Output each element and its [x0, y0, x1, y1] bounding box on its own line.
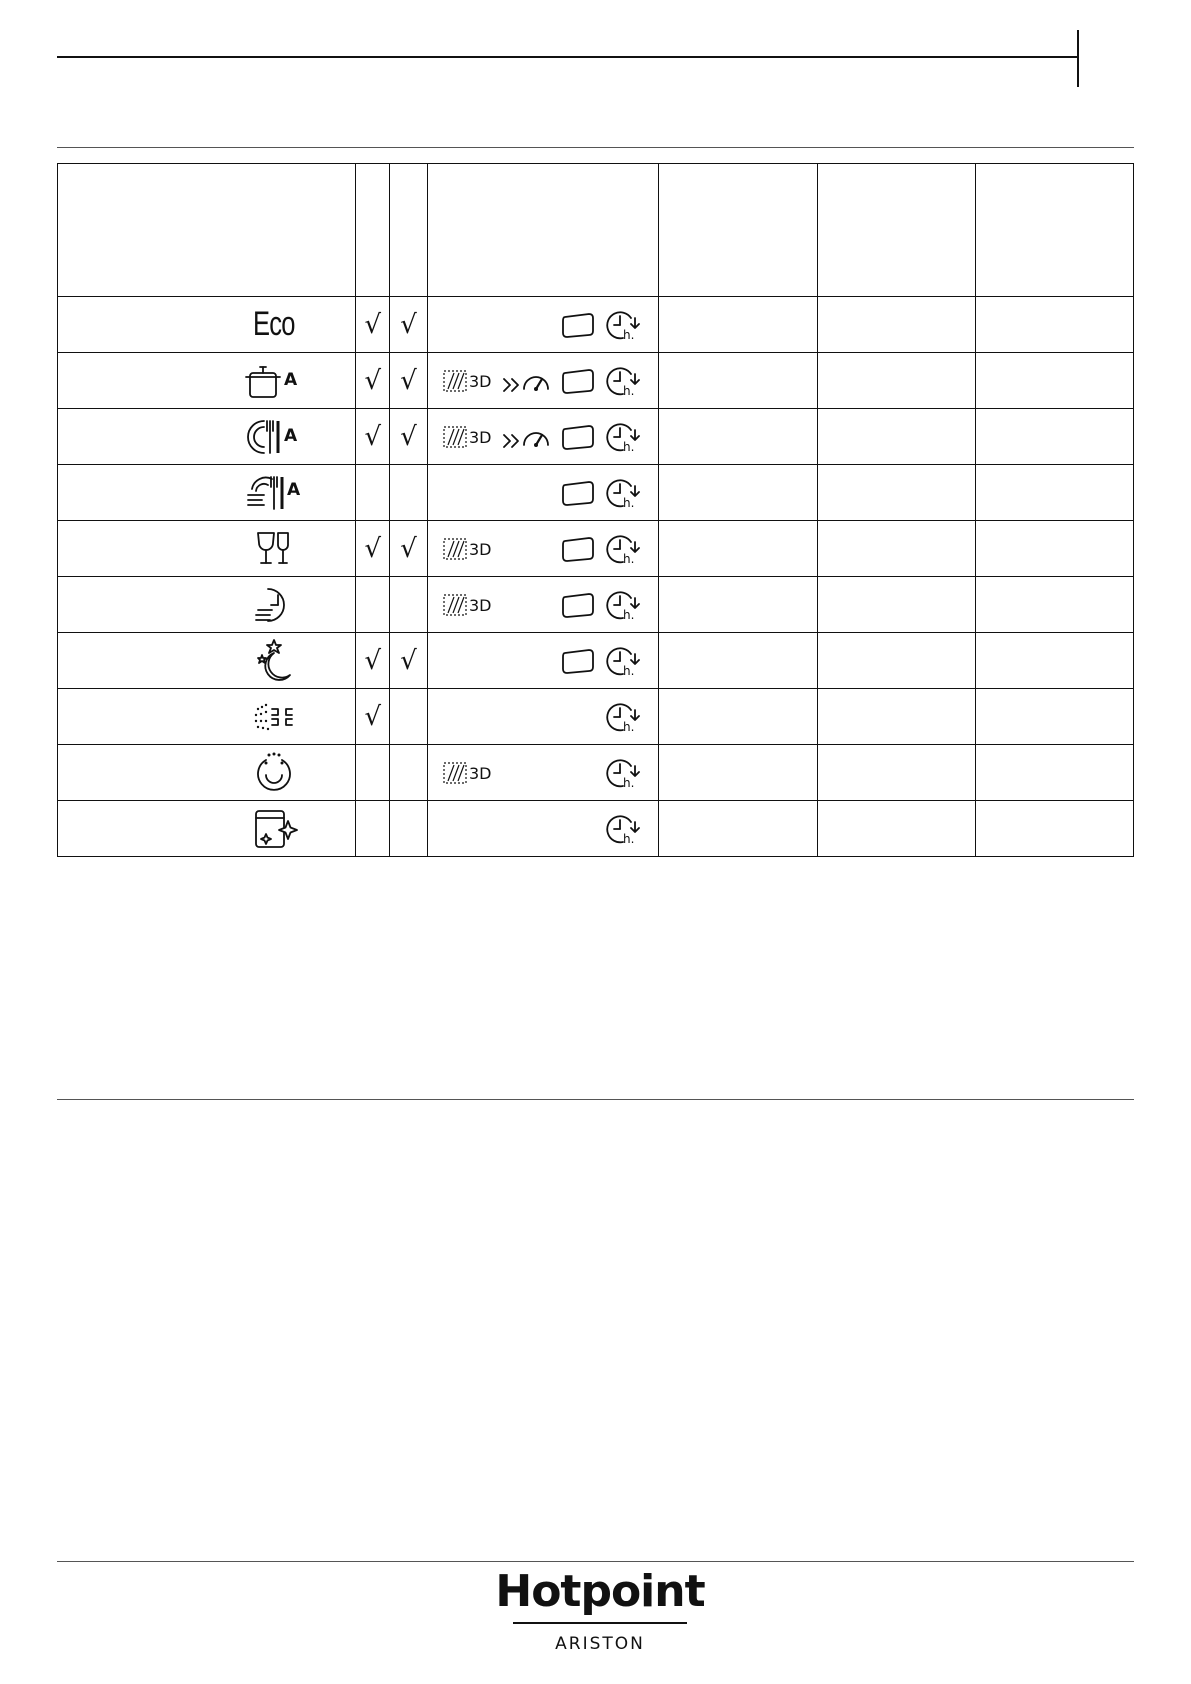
programme-cell [58, 297, 356, 353]
delay-label: h. [622, 831, 635, 846]
check-cell-2 [390, 577, 427, 633]
check-mark: √ [364, 421, 382, 452]
programme-cell [58, 465, 356, 521]
options-cell [427, 409, 659, 465]
energy-cell [975, 801, 1133, 857]
check-cell-2 [390, 353, 427, 409]
section-divider [57, 147, 1134, 148]
duration-cell [659, 465, 817, 521]
delay-label: h. [622, 439, 635, 454]
energy-cell [975, 409, 1133, 465]
brand-sub: ARISTON [555, 1634, 645, 1654]
header-cell-options [427, 164, 659, 297]
programme-cell [58, 801, 356, 857]
eco-label: Eco [253, 305, 295, 343]
options-cell [427, 801, 659, 857]
check-mark: √ [364, 645, 382, 676]
duration-cell [659, 577, 817, 633]
table-row [58, 745, 1134, 801]
delay-label: h. [622, 495, 635, 510]
3d-zone-icon [442, 759, 496, 787]
water-cell [817, 353, 975, 409]
energy-cell [975, 745, 1133, 801]
tablet-icon [561, 647, 595, 675]
turbo-icon [502, 423, 556, 451]
table-row [58, 689, 1134, 745]
check-mark: √ [364, 365, 382, 396]
check-mark: √ [400, 533, 417, 564]
table-row [58, 409, 1134, 465]
water-cell [817, 297, 975, 353]
energy-cell [975, 633, 1133, 689]
check-mark: √ [400, 365, 417, 396]
pot-auto-icon [244, 359, 304, 403]
header-cell-check-1 [356, 164, 390, 297]
delay-icon [606, 644, 640, 678]
table-row [58, 353, 1134, 409]
water-cell [817, 745, 975, 801]
check-cell-1 [356, 801, 390, 857]
programme-cell [58, 409, 356, 465]
water-cell [817, 409, 975, 465]
check-cell-1 [356, 465, 390, 521]
quick-clock-icon [244, 583, 304, 627]
glasses-icon [244, 527, 304, 571]
check-cell-1 [356, 409, 390, 465]
energy-cell [975, 465, 1133, 521]
options-cell [427, 745, 659, 801]
energy-cell [975, 353, 1133, 409]
svg-text:A: A [287, 479, 301, 500]
water-cell [817, 801, 975, 857]
check-mark: √ [364, 309, 382, 340]
tablet-icon [561, 591, 595, 619]
programme-cell [58, 577, 356, 633]
turbo-icon [502, 367, 556, 395]
3d-zone-icon [442, 367, 496, 395]
svg-text:A: A [284, 369, 298, 390]
3d-zone-icon [442, 591, 496, 619]
3d-label: 3D [468, 371, 492, 391]
footer-rule [57, 1561, 1134, 1562]
check-cell-1 [356, 577, 390, 633]
table-header-row [58, 164, 1134, 297]
duration-cell [659, 633, 817, 689]
check-mark: √ [400, 421, 417, 452]
svg-text:A: A [284, 425, 298, 446]
table-row [58, 577, 1134, 633]
check-cell-2 [390, 409, 427, 465]
options-cell [427, 297, 659, 353]
table-row [58, 297, 1134, 353]
delay-icon [606, 532, 640, 566]
options-cell [427, 577, 659, 633]
prewash-icon [244, 695, 304, 739]
water-cell [817, 577, 975, 633]
options-cell [427, 521, 659, 577]
header-tick [1077, 30, 1079, 87]
3d-label: 3D [468, 539, 492, 559]
check-cell-2 [390, 521, 427, 577]
3d-label: 3D [468, 595, 492, 615]
tablet-icon [561, 479, 595, 507]
duration-cell [659, 521, 817, 577]
options-cell [427, 633, 659, 689]
brand-logo [490, 1564, 710, 1660]
duration-cell [659, 689, 817, 745]
section-divider [57, 1099, 1134, 1100]
programme-table [57, 163, 1134, 857]
check-cell-2 [390, 297, 427, 353]
water-cell [817, 633, 975, 689]
check-cell-2 [390, 801, 427, 857]
duration-cell [659, 353, 817, 409]
programme-cell [58, 633, 356, 689]
check-cell-1 [356, 521, 390, 577]
brand-name: Hotpoint [495, 1566, 705, 1617]
delay-icon [606, 756, 640, 790]
options-cell [427, 689, 659, 745]
energy-cell [975, 521, 1133, 577]
check-cell-2 [390, 465, 427, 521]
machine-care-icon [244, 807, 304, 851]
table-row [58, 801, 1134, 857]
3d-zone-icon [442, 423, 496, 451]
delay-icon [606, 364, 640, 398]
eco-icon [244, 303, 304, 347]
check-cell-1 [356, 689, 390, 745]
delay-label: h. [622, 719, 635, 734]
delay-icon [606, 476, 640, 510]
3d-label: 3D [468, 427, 492, 447]
tablet-icon [561, 367, 595, 395]
check-mark: √ [364, 533, 382, 564]
duration-cell [659, 801, 817, 857]
brand-underline [513, 1622, 687, 1624]
night-icon [244, 639, 304, 683]
check-cell-2 [390, 745, 427, 801]
header-cell-energy [975, 164, 1133, 297]
hygiene-icon [244, 751, 304, 795]
tablet-icon [561, 311, 595, 339]
quick-plate-auto-icon [244, 471, 304, 515]
3d-label: 3D [468, 763, 492, 783]
programme-cell [58, 745, 356, 801]
tablet-icon [561, 423, 595, 451]
energy-cell [975, 297, 1133, 353]
check-mark: √ [364, 701, 382, 732]
header-cell-water [817, 164, 975, 297]
duration-cell [659, 297, 817, 353]
check-mark: √ [400, 645, 417, 676]
water-cell [817, 465, 975, 521]
check-cell-1 [356, 745, 390, 801]
check-cell-1 [356, 633, 390, 689]
check-cell-1 [356, 353, 390, 409]
check-mark: √ [400, 309, 417, 340]
table-row [58, 521, 1134, 577]
delay-label: h. [622, 383, 635, 398]
water-cell [817, 521, 975, 577]
options-cell [427, 465, 659, 521]
programme-cell [58, 689, 356, 745]
energy-cell [975, 577, 1133, 633]
duration-cell [659, 745, 817, 801]
delay-icon [606, 308, 640, 342]
tablet-icon [561, 535, 595, 563]
table-row [58, 465, 1134, 521]
programme-cell [58, 353, 356, 409]
duration-cell [659, 409, 817, 465]
delay-label: h. [622, 663, 635, 678]
delay-label: h. [622, 551, 635, 566]
check-cell-1 [356, 297, 390, 353]
plate-cutlery-auto-icon [244, 415, 304, 459]
check-cell-2 [390, 689, 427, 745]
header-cell-programme [58, 164, 356, 297]
options-cell [427, 353, 659, 409]
programme-cell [58, 521, 356, 577]
delay-icon [606, 420, 640, 454]
delay-icon [606, 700, 640, 734]
delay-label: h. [622, 775, 635, 790]
header-rule [57, 56, 1078, 58]
delay-icon [606, 588, 640, 622]
header-cell-check-2 [390, 164, 427, 297]
delay-icon [606, 812, 640, 846]
delay-label: h. [622, 327, 635, 342]
table-row [58, 633, 1134, 689]
delay-label: h. [622, 607, 635, 622]
header-cell-duration [659, 164, 817, 297]
check-cell-2 [390, 633, 427, 689]
3d-zone-icon [442, 535, 496, 563]
water-cell [817, 689, 975, 745]
energy-cell [975, 689, 1133, 745]
